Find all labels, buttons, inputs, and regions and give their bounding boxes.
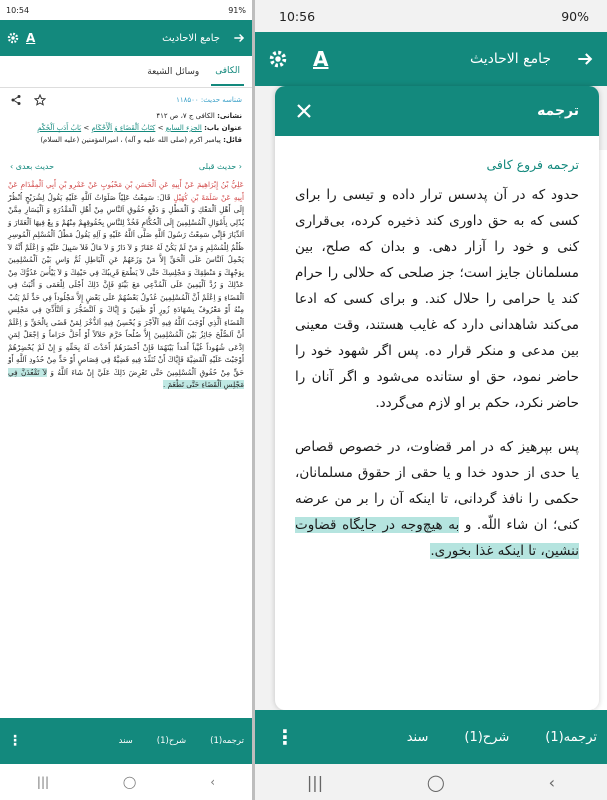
home-icon[interactable]: ◯: [426, 772, 445, 792]
hadith-nav: [0, 152, 252, 175]
more-vert-icon[interactable]: ⋮: [8, 733, 22, 749]
chapter-label: عنوان باب:: [204, 124, 242, 132]
translation-paragraph-2: [295, 434, 579, 564]
source-tabs: [0, 56, 252, 88]
left-phone-screen: [0, 0, 252, 800]
hadith-id: شناسه حدیث: ۱۱۸۵۰۰: [176, 96, 242, 104]
bottom-bar: [0, 718, 252, 764]
dialog-header: [275, 86, 599, 136]
highlighted-text[interactable]: لاَ تَقْعُدَنَّ فِي مَجْلِسِ اَلْقَضَاءِ حَتَّى تَطْعَمَ .: [8, 367, 244, 389]
chapter-link-1[interactable]: الجزء السابع: [165, 124, 202, 132]
status-bar: [255, 0, 607, 32]
matn-text: قَالَ: سَمِعْتُ عَلِيّاً صَلَوَاتُ اَللَّهِ عَلَيْهِ يَقُولُ لِشُرَيْحٍ اُنْظُرْ إِلَى أَهْلِ اَلْمَعْكِ وَ اَلْمَطْلِ وَ دَفْعِ حُقُوقِ اَلنَّاسِ مِنْ أَهْلِ اَلْمَقْدُرَةِ وَ اَلْيَسَارِ مِمَّنْ يُدْلِي بِأَمْوَالِ اَلْمُسْلِمِينَ إِلَى اَلْحُكَّامِ فَخُذْ لِلنَّاسِ بِحُقُوقِهِمْ مِنْهُمْ وَ بِعْ فِيهَا اَلْعَقَارَ وَ اَلدِّيَارَ فَإِنِّي سَمِعْتُ رَسُولَ اَللَّهِ صَلَّى اَللَّهُ عَلَيْهِ وَ آلِهِ يَقُولُ مَطْلُ اَلْمُسْلِمِ اَلْمُوسِرِ ظُلْمٌ لِلْمُسْلِمِ وَ مَنْ لَمْ يَكُنْ لَهُ عَقَارٌ وَ لاَ دَارٌ وَ لاَ مَالٌ فَلاَ سَبِيلَ عَلَيْهِ وَ اِعْلَمْ أَنَّهُ لاَ يَحْمِلُ اَلنَّاسَ عَلَى اَلْحَقِّ إِلاَّ مَنْ وَزَعَهُمْ عَنِ اَلْبَاطِلِ ثُمَّ وَاسِ بَيْنَ اَلْمُسْلِمِينَ بِوَجْهِكَ وَ مَنْطِقِكَ وَ مَجْلِسِكَ حَتَّى لاَ يَطْمَعَ قَرِيبُكَ فِي حَيْفِكَ وَ لاَ يَيْأَسَ عَدُوُّكَ مِنْ عَدْلِكَ وَ رُدَّ اَلْيَمِينَ عَلَى اَلْمُدَّعِي مَعَ بَيِّنَةٍ فَإِنَّ ذَلِكَ أَجْلَى لِلْعَمَى وَ أَثْبَتُ فِي اَلْقَضَاءِ وَ اِعْلَمْ أَنَّ اَلْمُسْلِمِينَ عُدُولٌ بَعْضُهُمْ عَلَى بَعْضٍ إِلاَّ مَجْلُوداً فِي حَدٍّ لَمْ يَتُبْ مِنْهُ أَوْ مَعْرُوفٌ بِشَهَادَةِ زُورٍ أَوْ ظَنِينٌ وَ إِيَّاكَ وَ اَلتَّضَجُّرَ وَ اَلتَّأَذِّيَ فِي مَجْلِسِ اَلْقَضَاءِ اَلَّذِي أَوْجَبَ اَللَّهُ فِيهِ اَلْأَجْرَ وَ يُحْسِنُ فِيهِ اَلذُّخْرَ لِمَنْ قَضَى بِالْحَقِّ وَ اِعْلَمْ أَنَّ اَلصُّلْحَ جَائِزٌ بَيْنَ اَلْمُسْلِمِينَ إِلاَّ صُلْحاً حَرَّمَ حَلاَلاً أَوْ أَحَلَّ حَرَاماً وَ اِجْعَلْ لِمَنِ اِدَّعَى شُهُوداً غُيَّباً أَمَداً بَيْنَهُمَا فَإِنْ أَحْضَرَهُمْ أَخَذْتَ لَهُ بِحَقِّهِ وَ إِنْ لَمْ يُحْضِرْهُمْ أَوْجَبْتَ عَلَيْهِ اَلْقَضِيَّةَ فَإِيَّاكَ أَنْ تُنَفِّذَ فِيهِ قَضِيَّةً فِي قِصَاصٍ أَوْ حَدٍّ مِنْ حُدُودِ اَللَّهِ أَوْ حَقٍّ مِنْ حُقُوقِ اَلْمُسْلِمِينَ حَتَّى تَعْرِضَ ذَلِكَ عَلَيَّ إِنْ شَاءَ اَللَّهُ وَ: [8, 192, 244, 377]
bottom-translation-button[interactable]: ترجمه(1): [545, 729, 597, 745]
status-battery: 91%: [228, 5, 246, 15]
speaker-value: پیامبر اکرم (صلی الله علیه و آله) ، امیرالمؤمنین (علیه السلام): [40, 136, 221, 144]
bottom-sanad-button[interactable]: سند: [118, 736, 133, 746]
home-icon[interactable]: ◯: [122, 775, 137, 789]
speaker-label: قائل:: [223, 136, 242, 144]
back-icon[interactable]: ‹: [210, 775, 216, 789]
arrow-forward-icon[interactable]: [575, 49, 595, 69]
app-title: جامع الاحادیث: [470, 51, 551, 67]
address-value: الکافی ج ۷، ص ۴۱۲: [156, 112, 215, 120]
close-icon[interactable]: [295, 102, 313, 120]
translation-text: پس بپرهیز که در امر قضاوت، در خصوص قصاص یا حدی از حدود خدا و یا حقی از حقوق مسلمانان، حکمی را نافذ گردانی، تا اینکه آن را بر من عرضه کنی؛ ان شاء اللّه. و: [295, 439, 580, 533]
dialog-body: [275, 136, 599, 564]
more-vert-icon[interactable]: ⋮: [275, 725, 295, 749]
address-label: نشانی:: [217, 112, 242, 120]
gear-icon[interactable]: [6, 31, 20, 45]
highlighted-translation[interactable]: به هیچ‌وجه در جایگاه قضاوت ننشین، تا اینکه غذا بخوری.: [295, 517, 579, 559]
address-row: [10, 110, 242, 122]
bottom-sanad-button[interactable]: سند: [406, 729, 429, 745]
recents-icon[interactable]: |||: [36, 775, 50, 789]
isnad-text: عَلِيُّ بْنُ إِبْرَاهِيمَ عَنْ أَبِيهِ عَنِ اَلْحَسَنِ بْنِ مَحْبُوبٍ عَنْ عَمْرِو بْنِ أَبِي اَلْمِقْدَامِ عَنْ أَبِيهِ عَنْ سَلَمَةَ بْنِ كُهَيْلٍ: [8, 180, 245, 202]
translation-dialog: [275, 86, 599, 710]
status-time: 10:54: [6, 5, 30, 15]
dialog-title: ترجمه: [537, 103, 579, 119]
font-size-icon[interactable]: A: [313, 47, 329, 71]
status-bar: [0, 0, 252, 20]
bottom-commentary-button[interactable]: شرح(1): [464, 729, 510, 745]
bottom-translation-button[interactable]: ترجمه(1): [210, 736, 244, 746]
app-bar: [255, 32, 607, 86]
app-title: جامع الاحادیث: [162, 32, 220, 44]
hadith-meta: [0, 88, 252, 152]
translation-paragraph-1: حدود که در آن پدسس ترار داده و تیسی را برای کسی که به حق داوری کند ذخیره کرده، بی‌قراری کنی و خود را آزار دهی. و بدان که صلح، بین مسلمانان جایز است؛ جز صلحی که حلالی را حرام کند یا حرامی را حلال کند. و برای کسی که ادعا می‌کند شاهدانی دارد که غایب هستند، وقت معینی بین مدعی و منکر قرار ده. پس اگر شهود خود را حاضر نمود، حق او ستانده می‌شود و اگر آنان را حاضر نکرد، حکم بر او لازم می‌گردد.: [295, 187, 579, 411]
tab-wasail[interactable]: وسائل الشیعة: [147, 66, 200, 77]
chapter-link-3[interactable]: بَابُ أَدَبِ اَلْحُكْمِ: [37, 124, 82, 132]
prev-hadith-button[interactable]: حدیث قبلی ›: [198, 162, 242, 171]
hadith-text: [0, 175, 252, 396]
next-hadith-button[interactable]: ‹ حدیث بعدی: [10, 162, 55, 171]
recents-icon[interactable]: |||: [306, 772, 324, 792]
star-icon[interactable]: [34, 94, 46, 106]
back-icon[interactable]: ‹: [548, 772, 556, 792]
font-size-icon[interactable]: A: [26, 31, 36, 45]
bottom-bar: [255, 710, 607, 764]
next-hadith-label: حدیث بعدی: [15, 162, 55, 171]
tab-kafi[interactable]: الکافی: [211, 58, 244, 86]
bottom-commentary-button[interactable]: شرح(1): [156, 736, 187, 746]
system-nav-bar: [0, 764, 252, 800]
status-battery: 90%: [561, 8, 589, 24]
translation-source: ترجمه فروع کافی: [486, 157, 579, 172]
prev-hadith-label: حدیث قبلی: [198, 162, 237, 171]
speaker-row: [10, 134, 242, 146]
gear-icon[interactable]: [267, 48, 289, 70]
app-bar: [0, 20, 252, 56]
status-time: 10:56: [279, 8, 316, 24]
share-icon[interactable]: [10, 94, 22, 106]
right-phone-screen: [255, 0, 607, 800]
chapter-link-2[interactable]: کِتَابُ اَلْقَضَاءِ وَ اَلْأَحْكَامِ: [91, 124, 156, 132]
arrow-forward-icon[interactable]: [232, 31, 246, 45]
chapter-row: عنوان باب: الجزء السابع > کِتَابُ اَلْقَضَاءِ وَ اَلْأَحْكَامِ > بَابُ أَدَبِ اَلْحُكْمِ: [37, 124, 242, 132]
system-nav-bar: [255, 764, 607, 800]
